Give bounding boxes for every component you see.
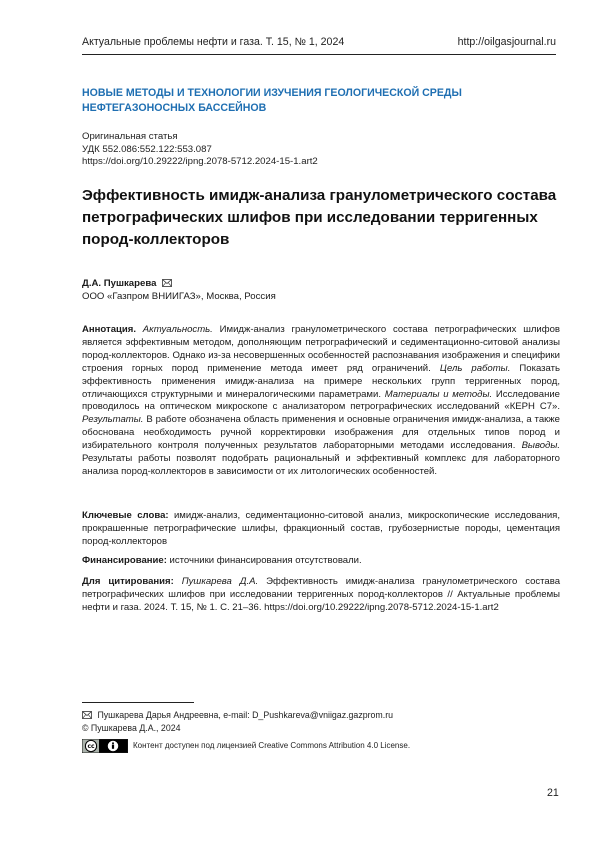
conclusions-label: Выводы. [522,440,560,451]
author-line [82,277,172,291]
section-heading: НОВЫЕ МЕТОДЫ И ТЕХНОЛОГИИ ИЗУЧЕНИЯ ГЕОЛОГИЧЕСКОЙ СРЕДЫ НЕФТЕГАЗОНОСНЫХ БАССЕЙНОВ [82,86,502,116]
license-text: Контент доступен под лицензией Creative Commons Attribution 4.0 License. [133,740,410,752]
cc-badge-text: cc [87,743,95,750]
cc-by-badge-icon[interactable] [82,739,128,753]
running-head [82,36,556,48]
citation-author: Пушкарева Д.А. [182,576,258,587]
aim-label: Цель работы. [440,363,511,374]
mail-icon [82,711,92,719]
relevance-text: Имидж-анализ гранулометрического состава петрографических шлифов является эффективным методом, дополняющим петрографический и седиментационно-ситовой анализы пород-коллекторов. Однако из-за несовершенных особенностей распознавания изображения и специфики строения горных пород применение метода имеет ряд ограничений. [82,324,560,374]
author-name: Д.А. Пушкарева [82,278,156,289]
results-text: В работе обозначена область применения и основные ограничения имидж-анализа, а также обоснована необходимость ручной корректировки изображения для отдельных типов пород и избирательного контроля полученных результатов лабораторными методами исследования. [82,414,560,451]
keywords-label: Ключевые слова: [82,510,169,521]
footnote-copyright: © Пушкарева Д.А., 2024 [82,722,181,734]
methods-label: Материалы и методы. [385,389,492,400]
author-affiliation: ООО «Газпром ВНИИГАЗ», Москва, Россия [82,291,276,302]
mail-icon[interactable] [162,279,172,287]
keywords [82,510,560,549]
footnote-divider [82,702,194,703]
funding-label: Финансирование: [82,555,167,566]
funding [82,555,560,568]
article-title: Эффективность имидж-анализа гранулометрического состава петрографических шлифов при исследовании терригенных пород-коллекторов [82,185,562,251]
citation [82,576,560,615]
journal-page [0,0,600,848]
header-divider [82,54,556,55]
article-meta [82,131,318,169]
aim-text: Показать эффективность применения имидж-анализа на примере нескольких групп терригенных пород, отличающихся структурными и минералогическими параметрами. [82,363,560,400]
citation-label: Для цитирования: [82,576,174,587]
keywords-text: имидж-анализ, седиментационно-ситовой анализ, микроскопические исследования, прокрашенные петрографические шлифы, фракционный состав, грубозернистые породы, цементация пород-коллекторов [82,510,560,547]
abstract-label: Аннотация. [82,324,136,335]
footnote-license [82,739,410,753]
citation-text: Эффективность имидж-анализа гранулометрического состава петрографических шлифов при исследовании терригенных пород-коллекторов // Актуальные проблемы нефти и газа. 2024. Т. 15, № 1. С. 21–36. https://doi.org/10.29222/ipng.2078-5712.2024-15-1.art2 [82,576,560,613]
conclusions-text: Результаты работы позволят подобрать рациональный и эффективный комплекс для лабораторного анализа пород-коллекторов в зависимости от их литологических особенностей. [82,453,560,477]
page-number: 21 [547,787,559,799]
udk-code: УДК 552.086:552.122:553.087 [82,144,318,157]
journal-url[interactable]: http://oilgasjournal.ru [458,36,556,48]
journal-citation: Актуальные проблемы нефти и газа. Т. 15, № 1, 2024 [82,36,344,48]
abstract [82,324,560,479]
funding-text: источники финансирования отсутствовали. [170,555,362,566]
footnote-email [82,709,393,721]
footnote-email-text: Пушкарева Дарья Андреевна, e-mail: D_Pushkareva@vniigaz.gazprom.ru [97,710,393,720]
relevance-label: Актуальность. [143,324,213,335]
article-type: Оригинальная статья [82,131,318,144]
results-label: Результаты. [82,414,143,425]
methods-text: Исследование проводилось на оптическом микроскопе с анализатором петрографических исследований «КЕРН С7». [82,389,560,413]
doi-link[interactable]: https://doi.org/10.29222/ipng.2078-5712.2024-15-1.art2 [82,156,318,169]
